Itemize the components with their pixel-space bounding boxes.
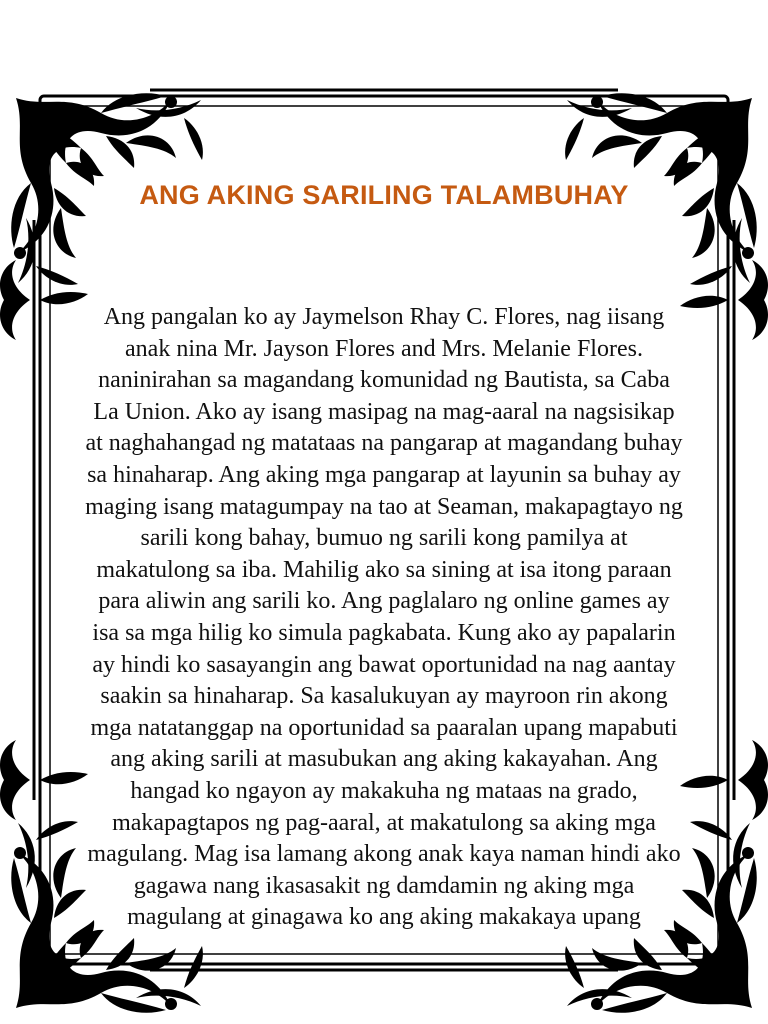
- paragraph-line: isa sa mga hilig ko simula pagkabata. Kung ako ay papalarin: [92, 619, 676, 646]
- biography-paragraph: [54, 302, 714, 934]
- paragraph-line: magulang at ginagawa ko ang aking makakaya upang: [127, 904, 641, 931]
- paragraph-line: anak nina Mr. Jayson Flores and Mrs. Melanie Flores.: [125, 335, 643, 362]
- paragraph-line: ang aking sarili at masubukan ang aking kakayahan. Ang: [110, 746, 658, 773]
- paragraph-line: mga natatanggap na oportunidad sa paaralan upang mapabuti: [90, 714, 678, 741]
- document-title: ANG AKING SARILING TALAMBUHAY: [139, 180, 629, 210]
- paragraph-line: para aliwin ang sarili ko. Ang paglalaro ng online games ay: [98, 588, 670, 615]
- paragraph-line: maging isang matagumpay na tao at Seaman, makapagtayo ng: [85, 493, 683, 520]
- paragraph-line: hangad ko ngayon ay makakuha ng mataas na grado,: [130, 777, 638, 804]
- paragraph-line: makatulong sa iba. Mahilig ako sa sining at isa itong paraan: [96, 556, 672, 583]
- paragraph-line: La Union. Ako ay isang masipag na mag-aaral na nagsisikap: [93, 398, 675, 425]
- paragraph-line: saakin sa hinaharap. Sa kasalukuyan ay mayroon rin akong: [100, 683, 668, 710]
- paragraph-line: Ang pangalan ko ay Jaymelson Rhay C. Flores, nag iisang: [103, 304, 665, 330]
- paragraph-line: at naghahangad ng matataas na pangarap at magandang buhay: [85, 430, 683, 457]
- paragraph-line: ay hindi ko sasayangin ang bawat oportunidad na nag aantay: [92, 651, 676, 678]
- paragraph-line: sarili kong bahay, bumuo ng sarili kong pamilya at: [140, 525, 628, 552]
- paragraph-line: magulang. Mag isa lamang akong anak kaya naman hindi ako: [87, 841, 681, 868]
- paragraph-line: naninirahan sa magandang komunidad ng Bautista, sa Caba: [98, 367, 670, 394]
- paragraph-line: gagawa nang ikasasakit ng damdamin ng aking mga: [133, 872, 635, 899]
- paragraph-line: makapagtapos ng pag-aaral, at makatulong sa aking mga: [112, 809, 656, 836]
- paragraph-line: sa hinaharap. Ang aking mga pangarap at layunin sa buhay ay: [87, 461, 681, 488]
